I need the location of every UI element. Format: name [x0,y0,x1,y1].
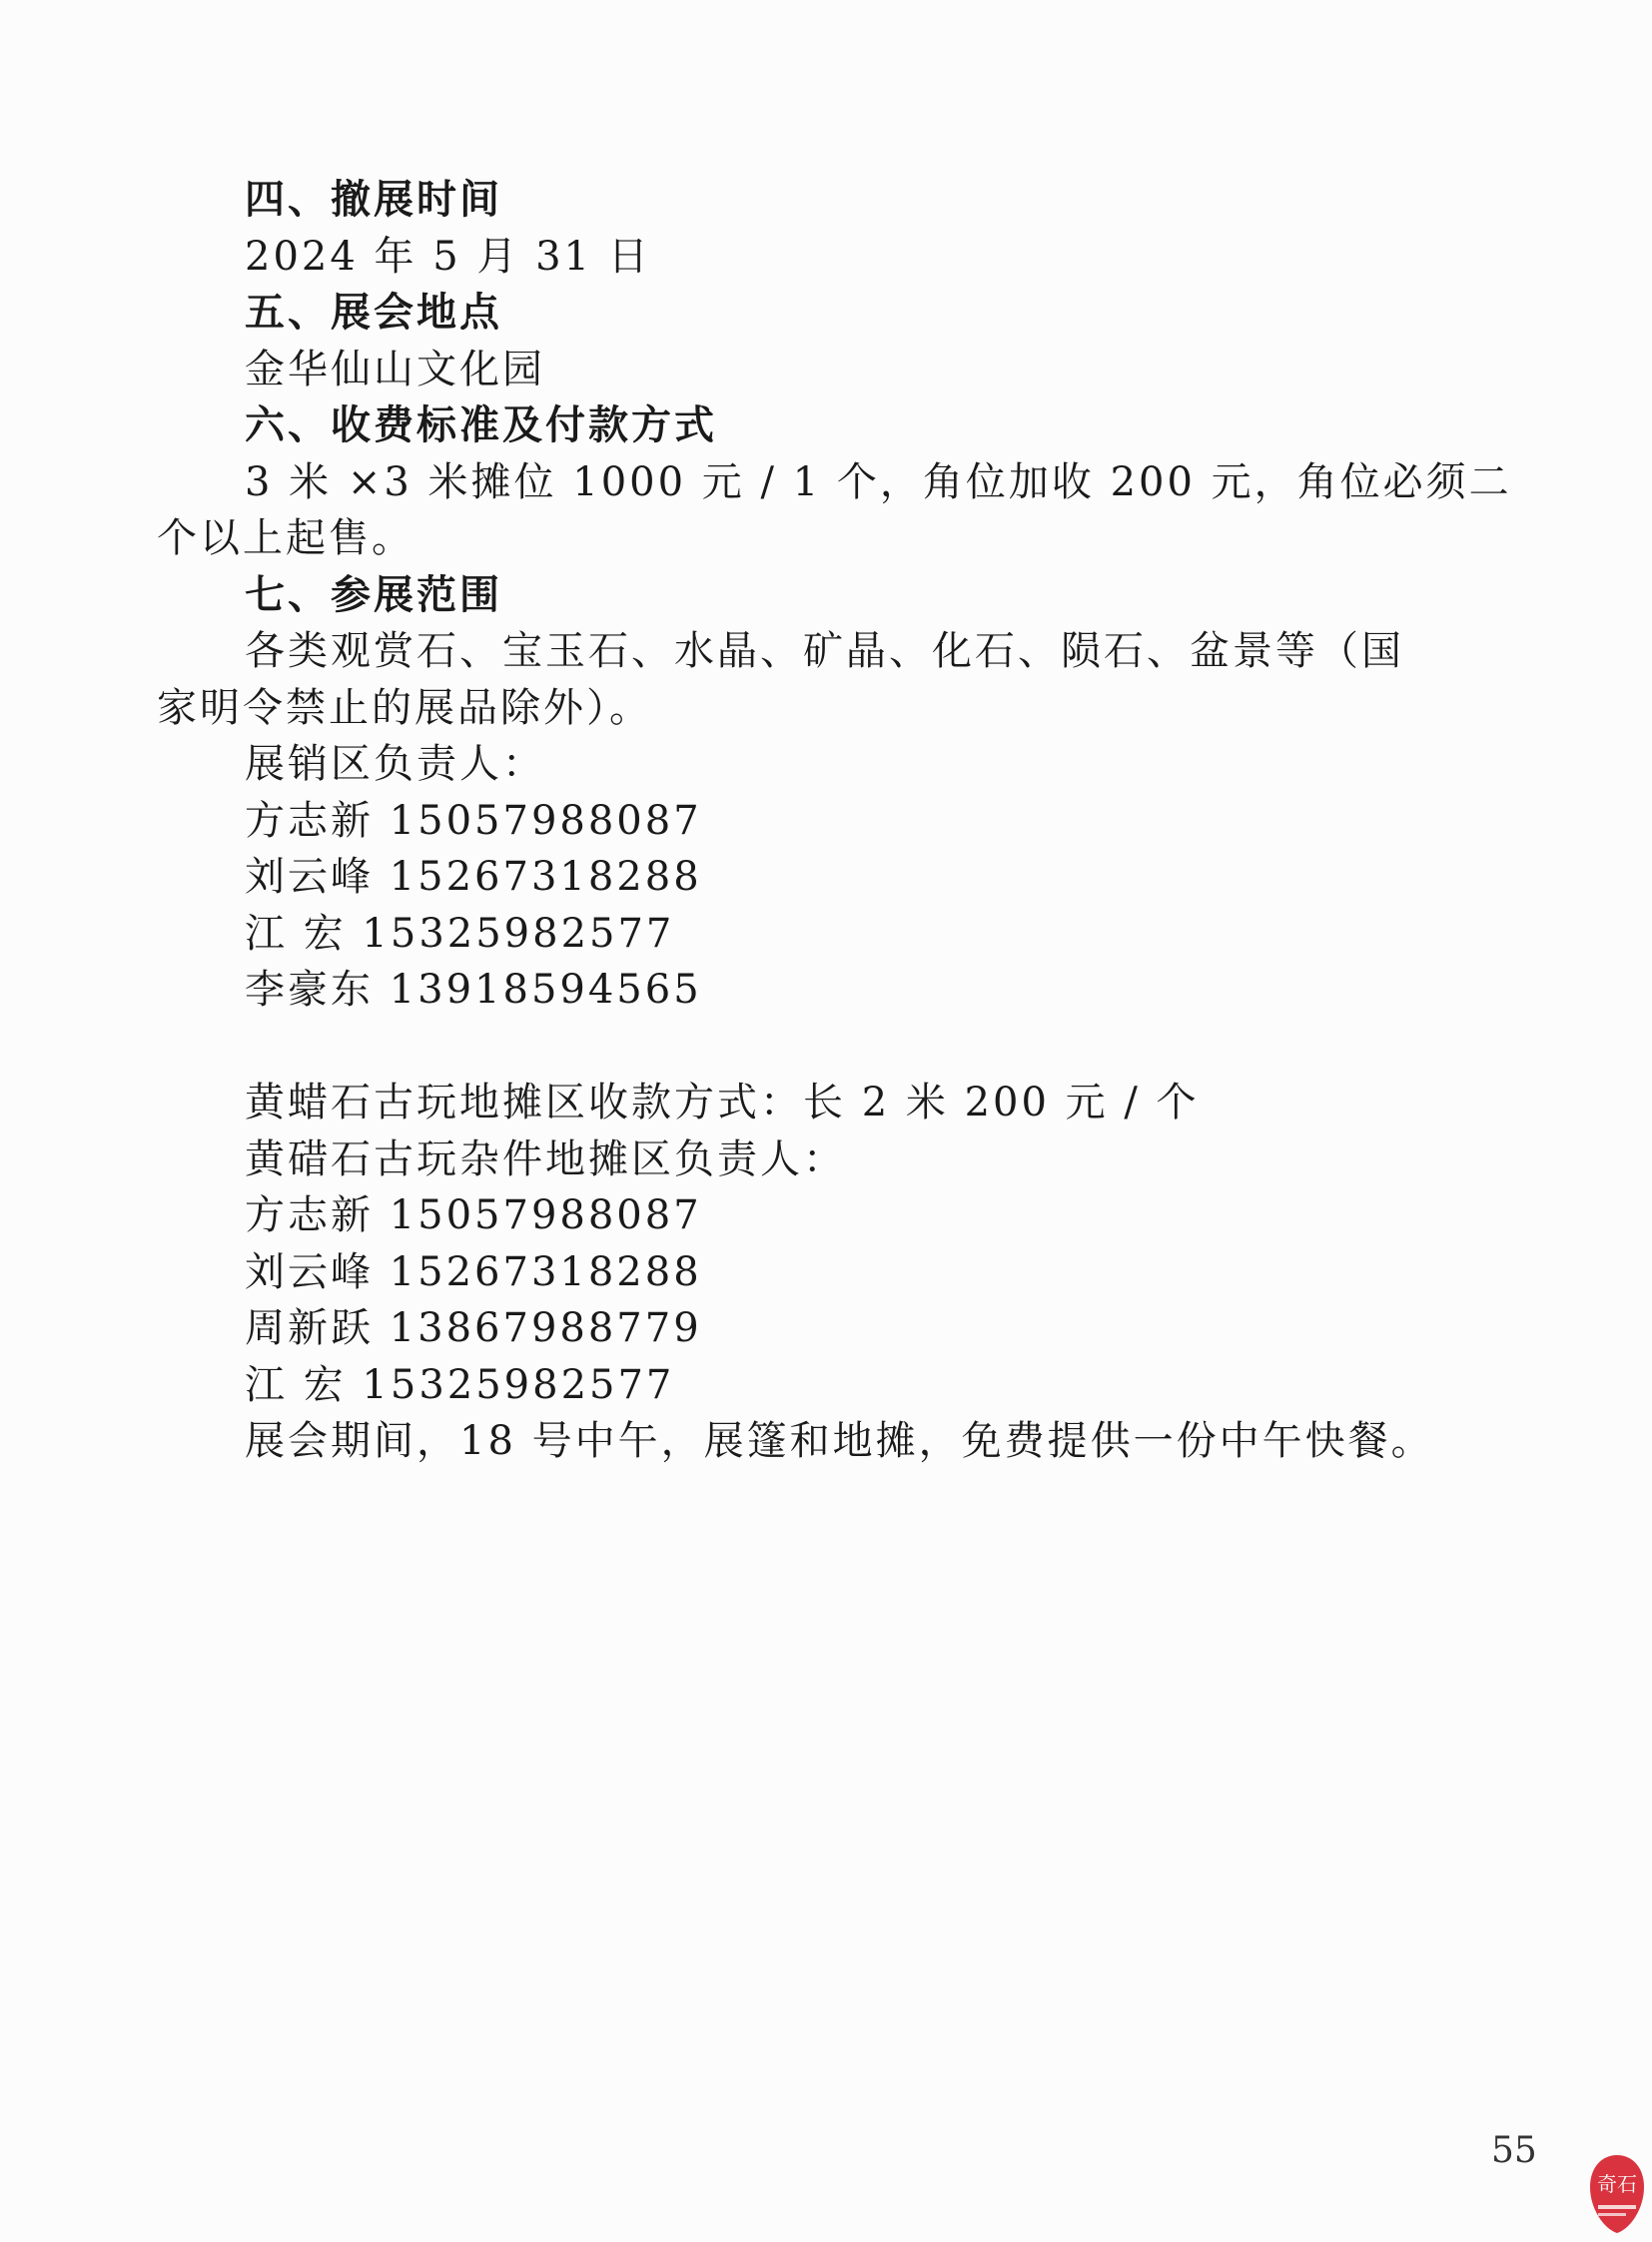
text-line: 个以上起售。 [157,515,414,561]
text-line: 各类观赏石、宝玉石、水晶、矿晶、化石、陨石、盆景等（国 [245,628,1404,674]
text-line: 黄蜡石古玩地摊区收款方式：长 2 米 200 元 / 个 [245,1080,1200,1125]
text-line: 江 宏 15325982577 [245,910,675,957]
seal-logo-text: 奇石 [1597,2172,1637,2196]
seal-logo-icon [1584,2147,1650,2237]
section-heading: 五、展会地点 [245,289,502,336]
page-number: 55 [1491,2130,1537,2171]
text-line: 展会期间，18 号中午，展篷和地摊，免费提供一份中午快餐。 [245,1418,1434,1464]
text-line: 江 宏 15325982577 [245,1361,675,1408]
text-line: 家明令禁止的展品除外）。 [157,684,652,731]
text-line: 展销区负责人： [245,741,545,787]
section-heading: 七、参展范围 [245,570,502,618]
section-heading: 四、撤展时间 [245,176,502,223]
text-line: 金华仙山文化园 [245,346,545,392]
section-heading: 六、收费标准及付款方式 [245,401,717,448]
text-line: 李豪东 13918594565 [245,967,702,1013]
text-line: 方志新 15057988087 [245,1192,702,1238]
text-line: 周新跃 13867988779 [245,1305,702,1351]
text-line: 刘云峰 15267318288 [245,1248,702,1295]
text-line: 3 米 ×3 米摊位 1000 元 / 1 个，角位加收 200 元，角位必须二 [245,458,1512,505]
text-line: 黄碏石古玩杂件地摊区负责人： [245,1135,846,1182]
text-line: 2024 年 5 月 31 日 [245,233,651,280]
text-line: 刘云峰 15267318288 [245,854,702,900]
text-line: 方志新 15057988087 [245,797,702,844]
